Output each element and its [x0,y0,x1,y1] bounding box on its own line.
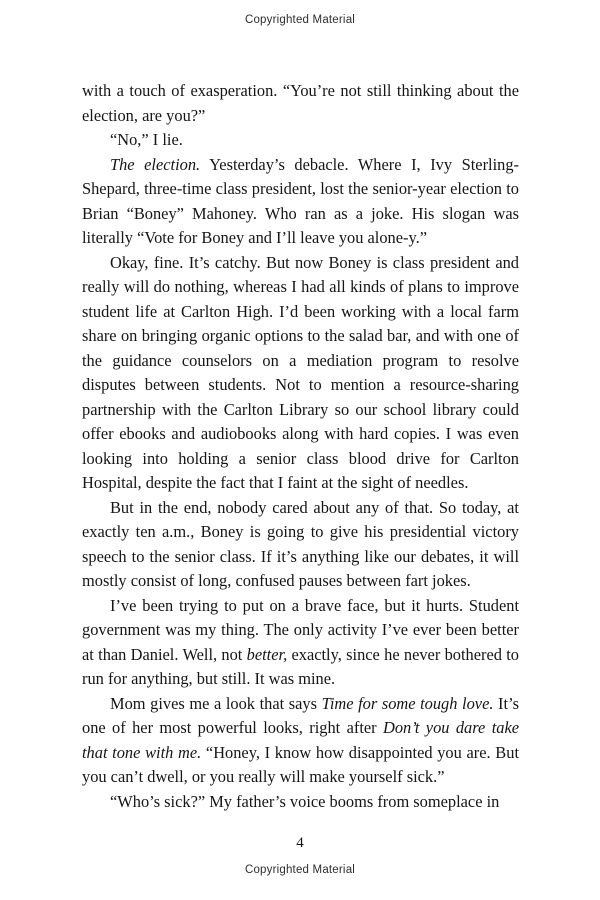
copyright-notice-top: Copyrighted Material [244,14,356,26]
text-segment: “Honey, I know how disappointed you are. But you can’t dwell, or you really will make yourself sick.” [82,742,519,786]
italic-text-segment: Don’t you dare take that tone with me. [82,718,519,762]
italic-text-segment: better, [246,644,288,664]
text-segment: exactly, since he never bothered to run for anything, but still. It was mine. [82,644,519,688]
paragraph [82,496,519,594]
text-segment: I’ve been trying to put on a brave face, but it hurts. Student government was my thing. The only activity I’ve ever been better at than Daniel. Well, not [82,595,519,664]
paragraph [82,692,519,790]
paragraph [82,153,519,251]
paragraph [82,790,519,815]
text-segment: It’s one of her most powerful looks, right after [82,693,520,737]
text-segment: But in the end, nobody cared about any of that. So today, at exactly ten a.m., Boney is going to give his presidential victory speech to the senior class. If it’s anything like our debates, it will mostly consist of long, confused pauses between fart jokes. [82,497,519,590]
paragraph [82,594,519,692]
paragraph [82,79,519,128]
text-segment: “No,” I lie. [110,130,183,149]
body-text [82,79,519,814]
text-segment: Okay, fine. It’s catchy. But now Boney is class president and really will do nothing, whereas I had all kinds of plans to improve student life at Carlton High. I’d been working with a local farm share on bringing organic options to the salad bar, and with one of the guidance counselors on a mediation program to resolve disputes between students. Not to mention a resource-sharing partnership with the Carlton Library so our school library could offer ebooks and audiobooks along with hard copies. I was even looking into holding a senior class blood drive for Carlton Hospital, despite the fact that I faint at the sight of needles. [82,252,519,492]
text-segment: with a touch of exasperation. “You’re not still thinking about the election, are you?” [82,81,519,125]
text-segment: “Who’s sick?” My father’s voice booms from someplace in [110,791,500,811]
paragraph [82,251,519,496]
text-segment: Yesterday’s debacle. Where I, Ivy Sterling-Shepard, three-time class president, lost the senior-year election to Brian “Boney” Mahoney. Who ran as a joke. His slogan was literally “Vote for Boney and I’ll leave you alone-y.” [82,154,519,247]
italic-text-segment: The election. [110,154,201,174]
text-segment: Mom gives me a look that says [110,693,322,713]
italic-text-segment: Time for some tough love. [321,693,494,713]
page-number: 4 [296,835,304,851]
paragraph [82,128,519,153]
copyright-notice-bottom: Copyrighted Material [244,864,356,876]
